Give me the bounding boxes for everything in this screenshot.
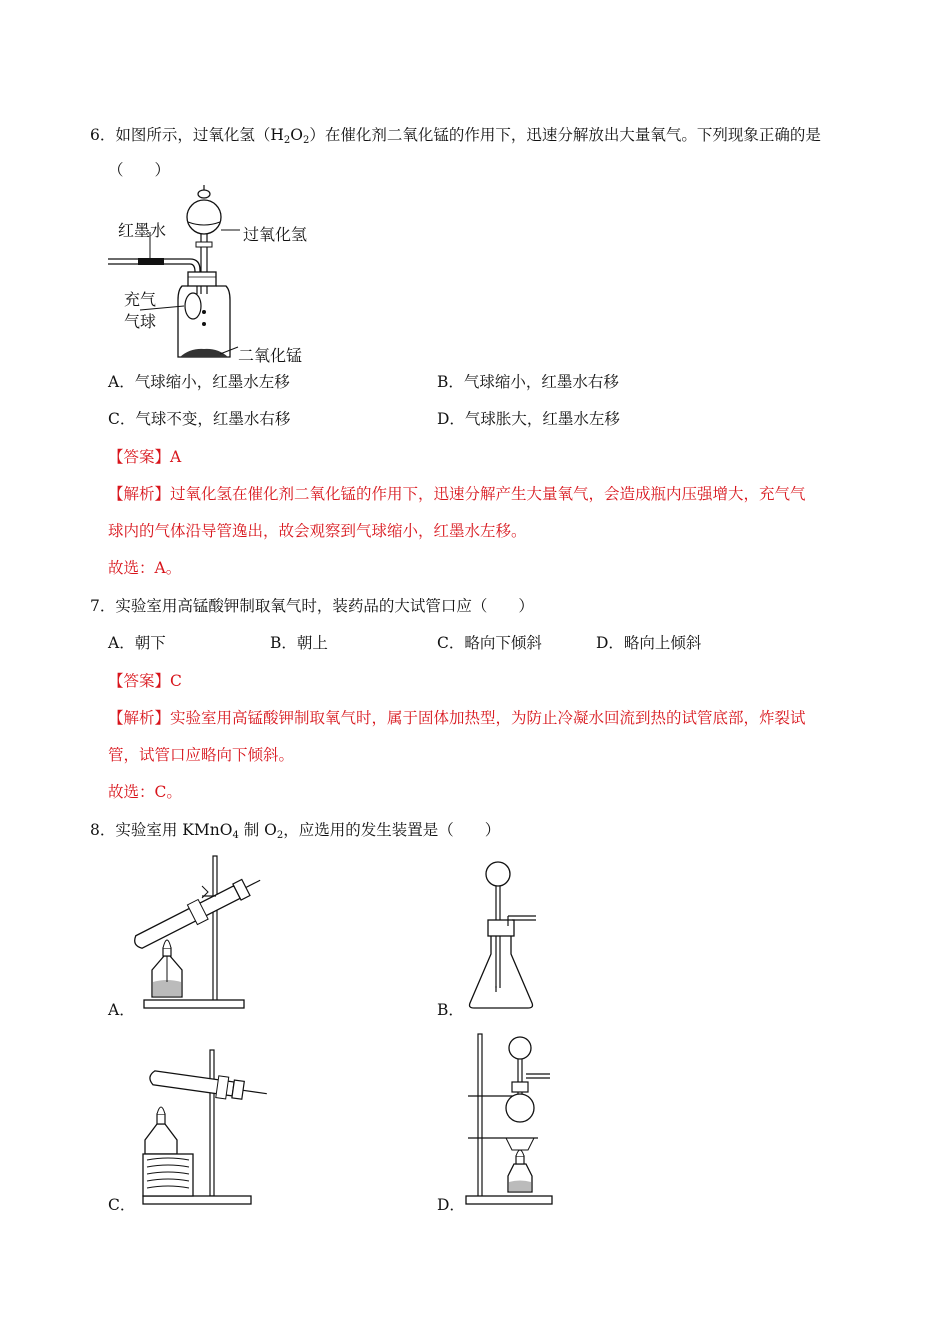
q7-option-b: B．朝上: [270, 634, 328, 652]
q6-label-mno2: 二氧化锰: [238, 346, 303, 365]
q6-answer: 【答案】A: [108, 448, 182, 466]
q7-stem: 7．实验室用高锰酸钾制取氧气时，装药品的大试管口应（ ）: [90, 597, 534, 615]
q6-label-h2o2: 过氧化氢: [243, 225, 308, 244]
q8-apparatus-d: [462, 1030, 562, 1208]
q7-analysis-line-2: 管，试管口应略向下倾斜。: [108, 746, 295, 764]
q7-answer: 【答案】C: [108, 672, 182, 690]
q6-label-balloon-1: 充气: [124, 290, 157, 309]
q8-option-c-label: C．: [108, 1196, 136, 1214]
q8-apparatus-a: [130, 852, 270, 1014]
q6-option-c: C．气球不变，红墨水右移: [108, 410, 291, 428]
q6-label-balloon-2: 气球: [124, 312, 157, 331]
q6-blank: （ ）: [108, 161, 171, 179]
q8-apparatus-c: [135, 1048, 275, 1210]
q6-option-b: B．气球缩小，红墨水右移: [437, 373, 619, 391]
q6-analysis-line-1: 【解析】过氧化氢在催化剂二氧化锰的作用下，迅速分解产生大量氧气，会造成瓶内压强增大，充气气: [108, 485, 806, 503]
q6-option-a: A．气球缩小，红墨水左移: [108, 373, 290, 391]
q8-option-a-label: A．: [108, 1001, 135, 1019]
q6-apparatus-figure: [100, 182, 330, 364]
q8-stem: 8．实验室用 KMnO$_4$ 制 $O_2$，应选用的发生装置是（ ）: [90, 821, 501, 841]
q7-analysis-line-1: 【解析】实验室用高锰酸钾制取氧气时，属于固体加热型，为防止冷凝水回流到热的试管底部，炸裂试: [108, 709, 806, 727]
q7-option-c: C．略向下倾斜: [437, 634, 542, 652]
q6-conclusion: 故选：A。: [108, 559, 182, 577]
q8-option-d-label: D．: [437, 1196, 465, 1214]
q7-conclusion: 故选：C。: [108, 783, 182, 801]
q8-apparatus-b: [460, 858, 560, 1018]
q6-label-ink: 红墨水: [118, 221, 167, 240]
q6-stem: 6．如图所示，过氧化氢$(H_2O_2)$在催化剂二氧化锰的作用下，迅速分解放出大量氧气。下列现象正确的是: [90, 126, 821, 146]
q6-analysis-line-2: 球内的气体沿导管逸出，故会观察到气球缩小，红墨水左移。: [108, 522, 527, 540]
q7-option-d: D．略向上倾斜: [596, 634, 702, 652]
q8-option-b-label: B．: [437, 1001, 464, 1019]
q7-option-a: A．朝下: [108, 634, 166, 652]
q6-option-d: D．气球胀大，红墨水左移: [437, 410, 620, 428]
